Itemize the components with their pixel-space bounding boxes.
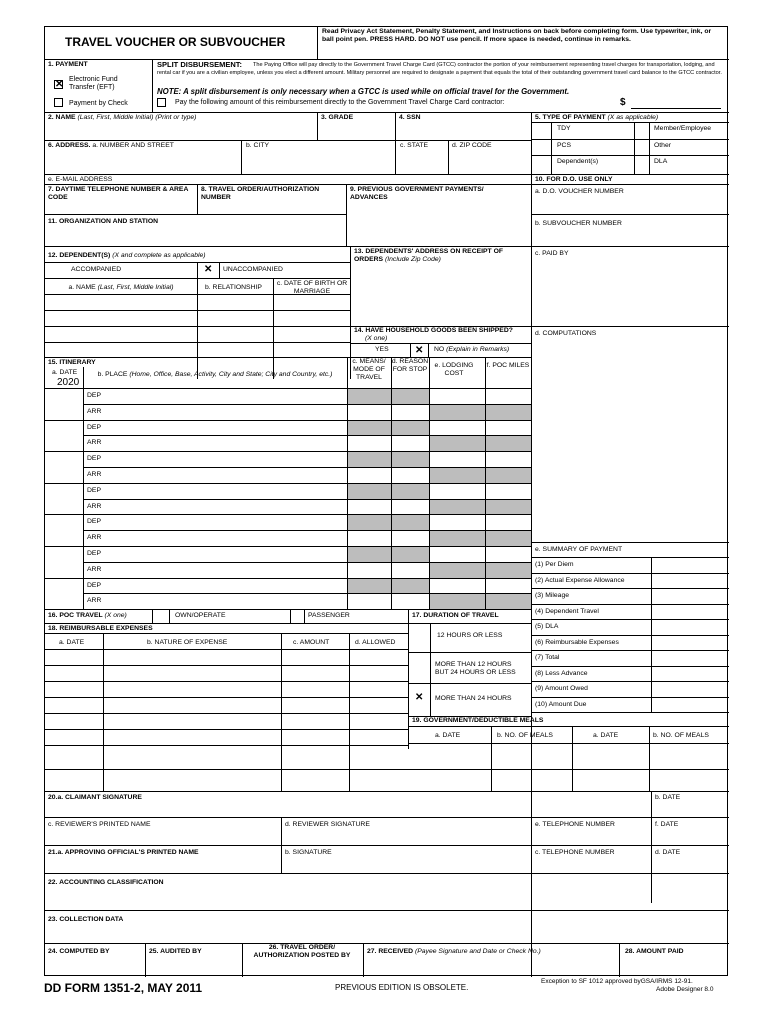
designer-note: Adobe Designer 8.0 xyxy=(656,986,714,993)
reviewer-name-field[interactable]: c. REVIEWER'S PRINTED NAME xyxy=(48,821,151,828)
summary-item: (4) Dependent Travel xyxy=(535,608,599,615)
payment-label: 1. PAYMENT xyxy=(48,61,88,68)
amount-paid-field[interactable]: 28. AMOUNT PAID xyxy=(625,948,684,955)
obsolete-note: PREVIOUS EDITION IS OBSOLETE. xyxy=(335,983,469,992)
received-field[interactable]: 27. RECEIVED (Payee Signature and Date or Check No.) xyxy=(367,948,541,955)
approving-signature-field[interactable]: b. SIGNATURE xyxy=(285,849,332,856)
address-street-field[interactable]: 6. ADDRESS. a. NUMBER AND STREET xyxy=(48,142,174,149)
itin-row-type: ARR xyxy=(87,471,102,478)
dep-name-header: a. NAME (Last, First, Middle Initial) xyxy=(68,284,174,291)
itin-row-type: DEP xyxy=(87,487,101,494)
itin-shaded-cell xyxy=(430,405,485,420)
split-title: SPLIT DISBURSEMENT: xyxy=(157,60,243,69)
check-option: Payment by Check xyxy=(69,100,128,107)
duration-12-24-line2[interactable]: BUT 24 HOURS OR LESS xyxy=(435,669,516,676)
city-field[interactable]: b. CITY xyxy=(246,142,270,149)
tdy-option[interactable]: TDY xyxy=(557,125,571,132)
ssn-field[interactable]: 4. SSN xyxy=(399,114,421,121)
itin-shaded-cell xyxy=(348,484,391,499)
check-checkbox[interactable] xyxy=(54,98,63,107)
itin-shaded-cell xyxy=(392,515,429,530)
meals-number-header-2: b. NO. OF MEALS xyxy=(653,732,709,739)
itin-place-header: b. PLACE (Home, Office, Base, Activity, City and State; City and Country, etc.) xyxy=(97,371,333,378)
itin-row-type: ARR xyxy=(87,503,102,510)
expenses-label: 18. REIMBURSABLE EXPENSES xyxy=(48,625,153,632)
split-note: NOTE: A split disbursement is only necessary when a GTCC is used while on official travel for the Government. xyxy=(157,87,570,96)
approving-phone-field[interactable]: c. TELEPHONE NUMBER xyxy=(535,849,615,856)
relationship-header: b. RELATIONSHIP xyxy=(205,284,262,291)
itin-poc-header: f. POC MILES xyxy=(486,362,530,369)
itin-reason-header: d. REASON FOR STOP xyxy=(391,358,429,373)
itin-shaded-cell xyxy=(392,547,429,562)
do-use-only: 10. FOR D.O. USE ONLY xyxy=(535,176,613,183)
dependents-option[interactable]: Dependent(s) xyxy=(557,158,599,165)
accounting-field[interactable]: 22. ACCOUNTING CLASSIFICATION xyxy=(48,879,164,886)
form-number: DD FORM 1351-2, MAY 2011 xyxy=(44,981,203,995)
itin-shaded-cell xyxy=(348,579,391,593)
summary-item: (10) Amount Due xyxy=(535,701,587,708)
poc-travel-label: 16. POC TRAVEL (X one) xyxy=(48,612,127,619)
approving-name-field[interactable]: 21.a. APPROVING OFFICIAL'S PRINTED NAME xyxy=(48,849,199,856)
itin-shaded-cell xyxy=(430,531,485,546)
itin-date-header: a. DATE xyxy=(52,369,78,376)
itin-shaded-cell xyxy=(348,389,391,404)
approving-date-field[interactable]: d. DATE xyxy=(655,849,681,856)
x-mark-icon: ✕ xyxy=(415,345,424,356)
itin-year: 2020 xyxy=(57,377,80,388)
itin-shaded-cell xyxy=(486,405,531,420)
order-number-field[interactable]: 8. TRAVEL ORDER/AUTHORIZATION NUMBER xyxy=(201,186,320,201)
computations-field[interactable]: d. COMPUTATIONS xyxy=(535,330,597,337)
exp-date-header: a. DATE xyxy=(59,639,85,646)
summary-item: (9) Amount Owed xyxy=(535,685,588,692)
itin-row-type: ARR xyxy=(87,408,102,415)
exception-note: Exception to SF 1012 approved byGSA/IRMS 12-91. xyxy=(541,978,693,985)
zip-field[interactable]: d. ZIP CODE xyxy=(452,142,492,149)
itin-shaded-cell xyxy=(486,531,531,546)
exp-nature-header: b. NATURE OF EXPENSE xyxy=(147,639,228,646)
claimant-date-field[interactable]: b. DATE xyxy=(655,794,681,801)
summary-item: (8) Less Advance xyxy=(535,670,588,677)
accompanied-checkbox[interactable] xyxy=(60,265,68,273)
duration-12-24-line1[interactable]: MORE THAN 12 HOURS xyxy=(435,661,512,668)
summary-item: (1) Per Diem xyxy=(535,561,574,568)
split-checkbox[interactable] xyxy=(157,98,166,107)
claimant-signature-field[interactable]: 20.a. CLAIMANT SIGNATURE xyxy=(48,794,142,801)
type-of-payment: 5. TYPE OF PAYMENT (X as applicable) xyxy=(535,114,659,121)
household-no[interactable]: NO (Explain in Remarks) xyxy=(434,346,510,353)
instructions-text: Read Privacy Act Statement, Penalty Statement, and Instructions on back before completing form. Use typewriter, ink, or ball point pen. PRESS HARD. DO NOT use pencil. If more space is needed, continue in remarks. xyxy=(322,28,712,43)
itin-shaded-cell xyxy=(430,500,485,514)
meals-date-header: a. DATE xyxy=(435,732,461,739)
organization-field[interactable]: 11. ORGANIZATION AND STATION xyxy=(48,218,159,225)
summary-title: e. SUMMARY OF PAYMENT xyxy=(535,546,623,553)
itin-shaded-cell xyxy=(486,436,531,451)
reviewer-phone-field[interactable]: e. TELEPHONE NUMBER xyxy=(535,821,615,828)
x-mark-icon: ✕ xyxy=(415,692,424,703)
itin-shaded-cell xyxy=(392,484,429,499)
itin-shaded-cell xyxy=(348,547,391,562)
paid-by-field[interactable]: c. PAID BY xyxy=(535,250,569,257)
computed-by-field[interactable]: 24. COMPUTED BY xyxy=(48,948,110,955)
itin-shaded-cell xyxy=(486,594,531,609)
dob-header: c. DATE OF BIRTH OR MARRIAGE xyxy=(276,280,348,295)
itin-shaded-cell xyxy=(486,563,531,578)
itin-row-type: DEP xyxy=(87,550,101,557)
duration-label: 17. DURATION OF TRAVEL xyxy=(412,612,499,619)
itin-row-type: ARR xyxy=(87,566,102,573)
accompanied-option[interactable]: ACCOMPANIED xyxy=(71,266,122,273)
x-mark-icon: ✕ xyxy=(55,79,64,90)
itin-row-type: DEP xyxy=(87,424,101,431)
name-field[interactable]: 2. NAME (Last, First, Middle Initial) (Print or type) xyxy=(48,114,197,121)
itin-shaded-cell xyxy=(486,468,531,483)
form-title: TRAVEL VOUCHER OR SUBVOUCHER xyxy=(65,35,286,49)
itin-row-type: DEP xyxy=(87,392,101,399)
other-option[interactable]: Other xyxy=(654,142,671,149)
reviewer-date-field[interactable]: f. DATE xyxy=(655,821,679,828)
itin-shaded-cell xyxy=(392,389,429,404)
dependents-address-field[interactable]: 13. DEPENDENTS' ADDRESS ON RECEIPT OF ORDERS (Include Zip Code) xyxy=(354,248,504,263)
household-xone: (X one) xyxy=(365,335,388,342)
exp-amount-header: c. AMOUNT xyxy=(293,639,330,646)
summary-item: (3) Mileage xyxy=(535,592,569,599)
itin-row-type: DEP xyxy=(87,582,101,589)
itin-shaded-cell xyxy=(430,594,485,609)
itin-row-type: ARR xyxy=(87,439,102,446)
x-mark-icon: ✕ xyxy=(204,264,213,275)
itin-shaded-cell xyxy=(430,468,485,483)
pcs-option[interactable]: PCS xyxy=(557,142,571,149)
itin-shaded-cell xyxy=(348,421,391,435)
meals-date-header-2: a. DATE xyxy=(593,732,619,739)
posted-by-field[interactable]: 26. TRAVEL ORDER/ AUTHORIZATION POSTED BY xyxy=(253,944,351,959)
phone-field[interactable]: 7. DAYTIME TELEPHONE NUMBER & AREA CODE xyxy=(48,186,189,201)
travel-voucher-form xyxy=(44,26,728,976)
eft-option: Electronic Fund Transfer (EFT) xyxy=(69,76,118,91)
previous-payments-field[interactable]: 9. PREVIOUS GOVERNMENT PAYMENTS/ ADVANCES xyxy=(350,186,484,201)
dla-option[interactable]: DLA xyxy=(654,158,668,165)
audited-by-field[interactable]: 25. AUDITED BY xyxy=(149,948,202,955)
email-field[interactable]: e. E-MAIL ADDRESS xyxy=(48,176,113,183)
duration-more-24[interactable]: MORE THAN 24 HOURS xyxy=(435,695,512,702)
collection-field[interactable]: 23. COLLECTION DATA xyxy=(48,916,124,923)
itin-lodging-header: e. LODGING COST xyxy=(434,362,474,377)
itin-shaded-cell xyxy=(392,452,429,467)
meals-label: 19. GOVERNMENT/DEDUCTIBLE MEALS xyxy=(412,717,544,724)
itin-row-type: ARR xyxy=(87,534,102,541)
pay-following-text: Pay the following amount of this reimbursement directly to the Government Travel Charge Card contractor: xyxy=(175,99,505,106)
grade-field[interactable]: 3. GRADE xyxy=(321,114,354,121)
summary-item: (5) DLA xyxy=(535,623,559,630)
summary-item: (6) Reimbursable Expenses xyxy=(535,639,619,646)
state-field[interactable]: c. STATE xyxy=(400,142,429,149)
itin-means-header: c. MEANS/ MODE OF TRAVEL xyxy=(352,358,386,381)
meals-number-header: b. NO. OF MEALS xyxy=(497,732,553,739)
itin-shaded-cell xyxy=(392,421,429,435)
itin-shaded-cell xyxy=(430,436,485,451)
itin-shaded-cell xyxy=(348,515,391,530)
split-text: The Paying Office will pay directly to the Government Travel Charge Card (GTCC) contractor the portion of your reimbursement representing travel charges for transportation, lodging, and rental car if you are a civilian employee, unless you elect a different amount. Military personnel are required to designate a payment that equals the total of their outstanding government travel card balance to the GTCC contractor. xyxy=(157,62,722,76)
reviewer-signature-field[interactable]: d. REVIEWER SIGNATURE xyxy=(285,821,370,828)
itin-shaded-cell xyxy=(348,452,391,467)
itin-shaded-cell xyxy=(430,563,485,578)
dollar-sign: $ xyxy=(620,97,626,108)
unaccompanied-option[interactable]: UNACCOMPANIED xyxy=(223,266,283,273)
exp-allowed-header: d. ALLOWED xyxy=(355,639,396,646)
household-goods-label: 14. HAVE HOUSEHOLD GOODS BEEN SHIPPED? xyxy=(354,327,513,334)
itinerary-label: 15. ITINERARY xyxy=(48,359,96,366)
dependents-label: 12. DEPENDENT(S) (X and complete as applicable) xyxy=(48,252,206,259)
itin-shaded-cell xyxy=(392,579,429,593)
passenger-option[interactable]: PASSENGER xyxy=(308,612,350,619)
summary-item: (7) Total xyxy=(535,654,560,661)
itin-row-type: DEP xyxy=(87,455,101,462)
itin-row-type: DEP xyxy=(87,518,101,525)
subvoucher-field[interactable]: b. SUBVOUCHER NUMBER xyxy=(535,220,622,227)
own-operate-option[interactable]: OWN/OPERATE xyxy=(175,612,226,619)
duration-12-or-less[interactable]: 12 HOURS OR LESS xyxy=(437,632,503,639)
itin-row-type: ARR xyxy=(87,597,102,604)
do-voucher-field[interactable]: a. D.O. VOUCHER NUMBER xyxy=(535,188,624,195)
itin-shaded-cell xyxy=(486,500,531,514)
household-yes[interactable]: YES xyxy=(375,346,389,353)
summary-item: (2) Actual Expense Allowance xyxy=(535,577,625,584)
member-option[interactable]: Member/Employee xyxy=(654,125,712,132)
